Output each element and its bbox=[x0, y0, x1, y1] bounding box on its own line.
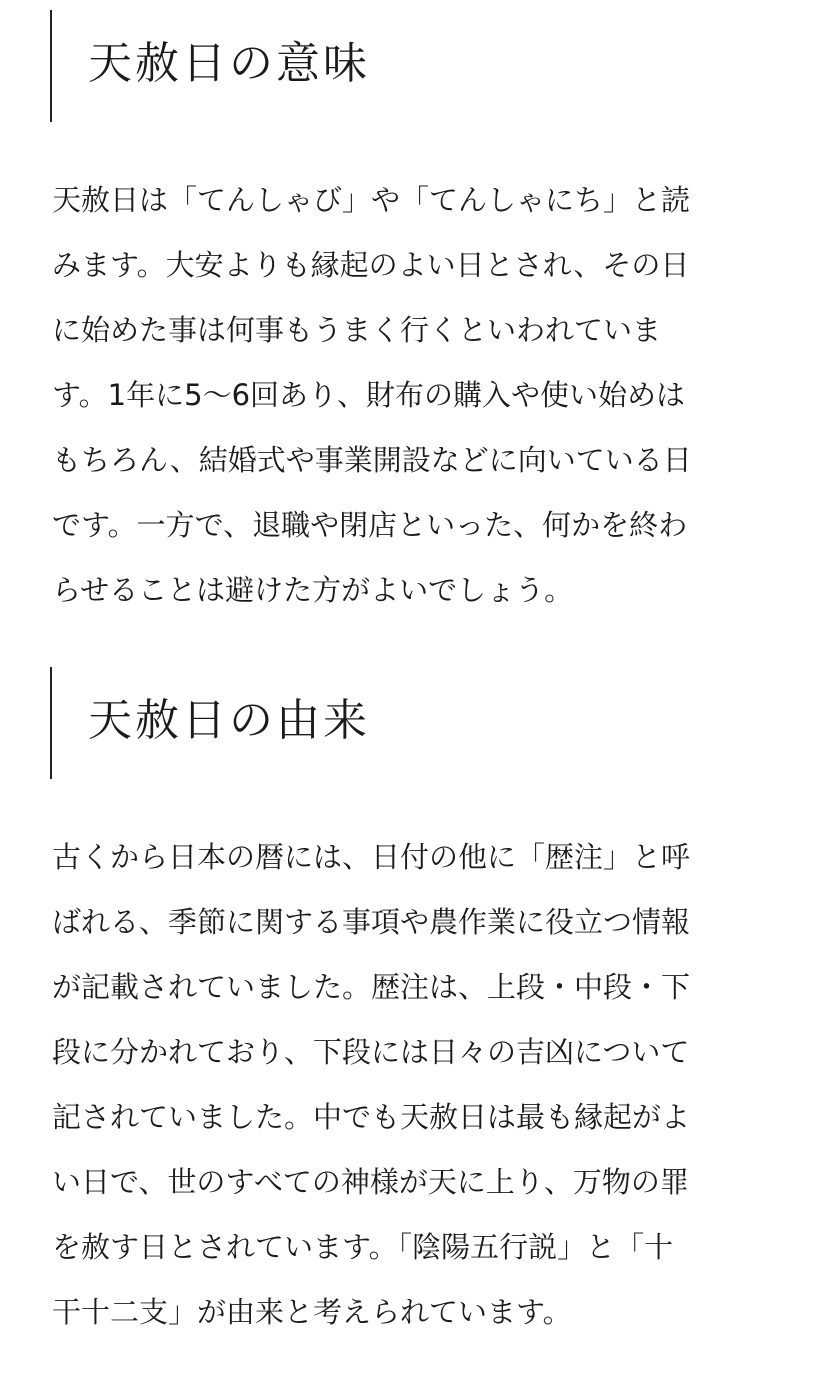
heading-title-origin: 天赦日の由来 bbox=[88, 695, 370, 746]
paragraph-line: らせることは避けた方がよいでしょう。 bbox=[52, 573, 574, 607]
paragraph-line: みます。大安よりも縁起のよい日とされ、その日 bbox=[52, 248, 690, 282]
paragraph-origin bbox=[52, 825, 792, 1345]
paragraph-line: い日で、世のすべての神様が天に上り、万物の罪 bbox=[52, 1165, 689, 1199]
paragraph-line: 天赦日は「てんしゃび」や「てんしゃにち」と読 bbox=[52, 183, 691, 217]
paragraph-line: 記されていました。中でも天赦日は最も縁起がよ bbox=[52, 1100, 691, 1134]
paragraph-line: が記載されていました。歴注は、上段・中段・下 bbox=[52, 970, 691, 1004]
section-heading-meaning bbox=[50, 10, 790, 122]
section-heading-origin bbox=[50, 667, 790, 779]
paragraph-meaning bbox=[52, 168, 792, 623]
paragraph-line: 古くから日本の暦には、日付の他に「歴注」と呼 bbox=[52, 840, 691, 874]
paragraph-line: に始めた事は何事もうまく行くといわれていま bbox=[52, 313, 662, 347]
paragraph-line: もちろん、結婚式や事業開設などに向いている日 bbox=[52, 443, 692, 477]
paragraph-line: です。一方で、退職や閉店といった、何かを終わ bbox=[52, 508, 688, 542]
paragraph-line: ばれる、季節に関する事項や農作業に役立つ情報 bbox=[52, 905, 691, 939]
paragraph-line: 干十二支」が由来と考えられています。 bbox=[52, 1295, 572, 1329]
paragraph-line: 段に分かれており、下段には日々の吉凶について bbox=[52, 1035, 690, 1069]
heading-title-meaning: 天赦日の意味 bbox=[88, 38, 370, 89]
paragraph-line: を赦す日とされています。「陰陽五行説」と「十 bbox=[52, 1230, 674, 1264]
paragraph-line: す。1年に5〜6回あり、財布の購入や使い始めは bbox=[52, 378, 686, 412]
